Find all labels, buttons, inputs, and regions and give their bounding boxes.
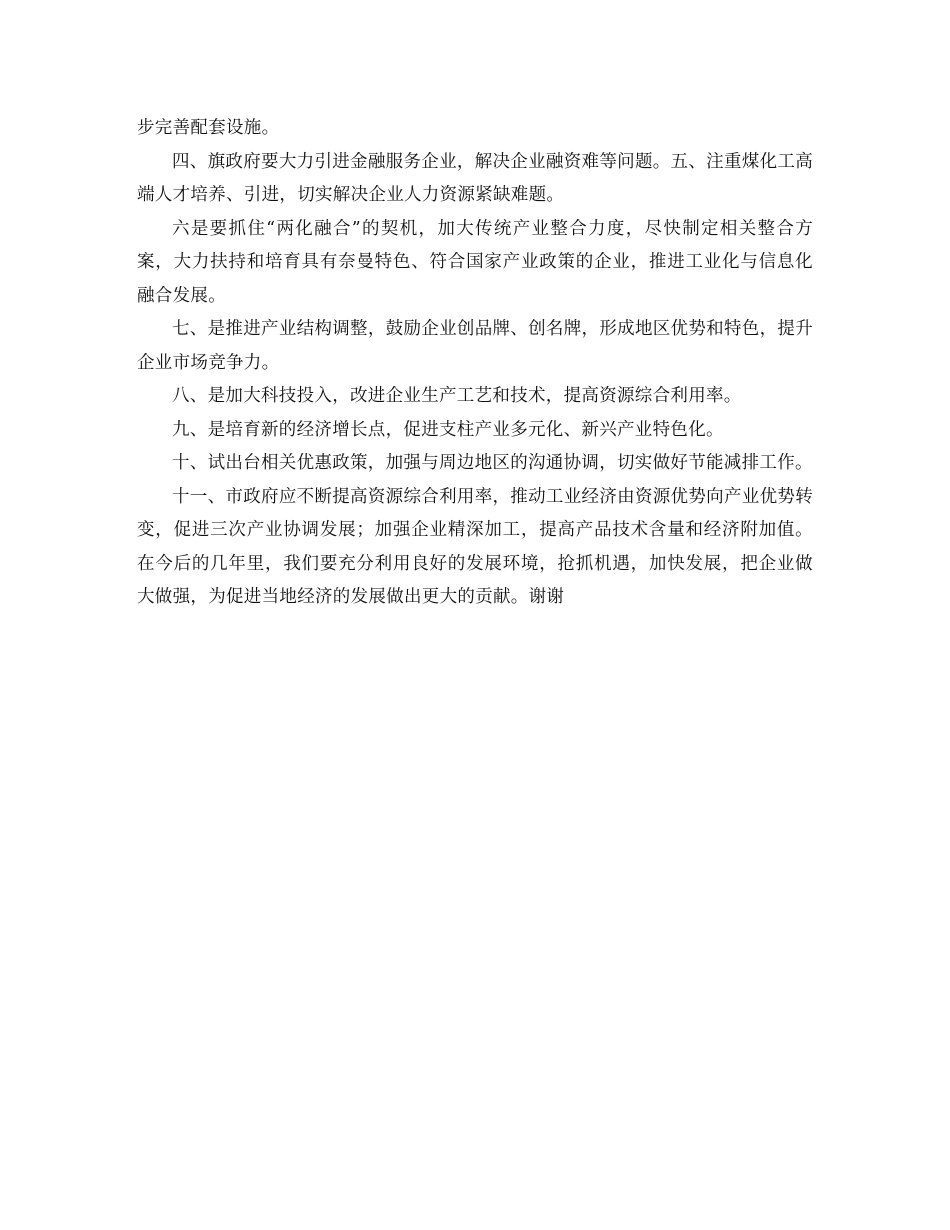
paragraph-item-4-5: 四、旗政府要大力引进金融服务企业，解决企业融资难等问题。五、注重煤化工高端人才培养、引进，切实解决企业人力资源紧缺难题。 — [137, 151, 813, 205]
paragraph-continuation: 步完善配套设施。 — [137, 118, 280, 138]
paragraph-item-11: 十一、市政府应不断提高资源综合利用率，推动工业经济由资源优势向产业优势转变，促进三次产业协调发展；加强企业精深加工，提高产品技术含量和经济附加值。在今后的几年里，我们要充分利用良好的发展环境，抢抓机遇，加快发展，把企业做大做强，为促进当地经济的发展做出更大的贡献。谢谢 — [137, 486, 813, 607]
paragraph-item-10: 十、试出台相关优惠政策，加强与周边地区的沟通协调，切实做好节能减排工作。 — [172, 453, 813, 473]
paragraph-item-7: 七、是推进产业结构调整，鼓励企业创品牌、创名牌，形成地区优势和特色，提升企业市场竞争力。 — [137, 319, 813, 373]
paragraph-item-6: 六是要抓住“两化融合”的契机，加大传统产业整合力度，尽快制定相关整合方案，大力扶持和培育具有奈曼特色、符合国家产业政策的企业，推进工业化与信息化融合发展。 — [137, 218, 813, 306]
paragraph-item-8: 八、是加大科技投入，改进企业生产工艺和技术，提高资源综合利用率。 — [172, 386, 742, 406]
paragraph-item-9: 九、是培育新的经济增长点，促进支柱产业多元化、新兴产业特色化。 — [172, 419, 724, 440]
document-body — [137, 112, 813, 615]
